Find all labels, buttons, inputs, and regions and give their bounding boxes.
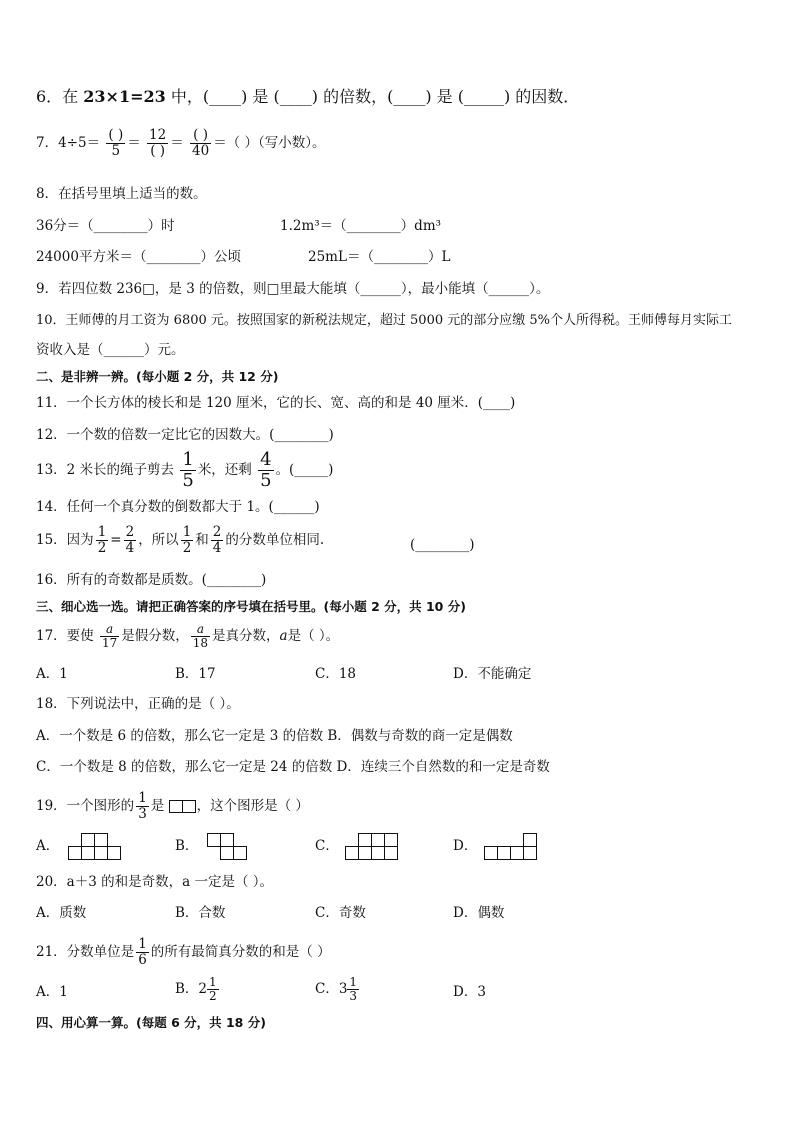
q6-expr: 23×1=23 <box>83 87 166 106</box>
q19-option-d <box>453 836 477 856</box>
q21-opt-c-whole: C．3 <box>315 981 348 998</box>
q21-opt-b-fraction <box>207 976 219 1003</box>
q21-opt-c-num: 1 <box>349 975 358 989</box>
q15-a: 15．因为 <box>36 531 94 548</box>
q19-opt-a-label: A． <box>36 838 60 854</box>
q21-opt-c-den: 3 <box>349 989 358 1004</box>
two-squares-figure <box>169 800 197 813</box>
q20-option-a: A．质数 <box>36 905 87 921</box>
q17-e: 是（ ）。 <box>287 628 340 645</box>
q15-eq: = <box>110 531 122 548</box>
q21-opt-b-whole: B．2 <box>175 981 208 998</box>
q19-b: 是 <box>150 797 165 814</box>
q20-option-b: B．合数 <box>175 905 226 921</box>
q13-c: 。(_____) <box>275 461 334 478</box>
q8-item-c: 24000平方米＝（________）公顷 <box>36 249 241 265</box>
q21-option-c <box>315 976 361 1003</box>
q17-b: 是假分数， <box>121 628 189 645</box>
question-6 <box>36 87 579 107</box>
q19-num: 1 <box>138 790 147 806</box>
q8-item-a: 36分＝（________）时 <box>36 218 175 234</box>
q18-options-row2: C．一个数是 8 的倍数，那么它一定是 24 的倍数 D．连续三个自然数的和一定是奇数 <box>36 759 550 775</box>
q18-options-row1: A．一个数是 6 的倍数，那么它一定是 3 的倍数 B．偶数与奇数的商一定是偶数 <box>36 728 513 744</box>
q19-figure-a <box>68 832 124 860</box>
section-2-heading: 二、是非辨一辨。(每小题 2 分，共 12 分) <box>36 369 279 384</box>
q13-fraction-1 <box>180 450 195 491</box>
q7-fraction-2 <box>147 128 168 159</box>
question-10-line1: 10．王师傅的月工资为 6800 元。按照国家的新税法规定，超过 5000 元的部分应缴 5%个人所得税。王师傅每月实际工 <box>36 313 732 328</box>
q17-n1: a <box>100 623 119 637</box>
q17-fraction-1 <box>100 623 119 650</box>
q19-option-b <box>175 836 198 856</box>
q17-option-b: B．17 <box>175 666 216 682</box>
q20-option-d: D．偶数 <box>453 905 505 921</box>
q15-fraction-2 <box>124 525 137 556</box>
question-15 <box>36 525 324 556</box>
q21-den: 6 <box>138 951 147 968</box>
q19-opt-d-label: D． <box>453 838 478 854</box>
q13-f2-num: 4 <box>260 449 272 470</box>
q7-f1-den: 5 <box>111 142 121 159</box>
q15-fraction-1 <box>96 525 109 556</box>
question-10-line2: 资收入是（______）元。 <box>36 342 185 358</box>
q17-fraction-2 <box>191 623 210 650</box>
q15-fraction-3 <box>181 525 194 556</box>
q21-opt-b-den: 2 <box>209 989 217 1004</box>
q21-num: 1 <box>138 936 147 952</box>
q8-item-d: 25mL＝（________）L <box>308 249 451 265</box>
q7-eq-2: ＝ <box>170 134 184 151</box>
q19-figure-d <box>484 832 540 860</box>
q19-figure-c <box>345 832 401 860</box>
q17-a: 17．要使 <box>36 628 98 645</box>
q7-fraction-3 <box>190 128 211 159</box>
question-21 <box>36 937 331 968</box>
question-14: 14．任何一个真分数的倒数都大于 1。(______) <box>36 499 320 515</box>
q7-f2-den: ( ) <box>150 142 166 159</box>
question-8-title: 8．在括号里填上适当的数。 <box>36 186 207 202</box>
question-12: 12．一个数的倍数一定比它的因数大。(________) <box>36 427 334 443</box>
q19-figure-b <box>207 832 251 860</box>
question-13 <box>36 450 333 491</box>
question-18: 18．下列说法中，正确的是（ ）。 <box>36 696 240 712</box>
q21-fraction <box>136 937 149 968</box>
question-19 <box>36 791 309 822</box>
q15-e: 的分数单位相同. <box>225 531 325 548</box>
q21-option-b <box>175 976 221 1003</box>
q7-f3-num: ( ) <box>190 128 211 144</box>
q7-fraction-1 <box>106 128 125 159</box>
q17-d1: 17 <box>101 636 118 651</box>
q15-b: ，所以 <box>138 531 179 548</box>
q15-c: 和 <box>195 531 209 548</box>
q21-b: 的所有最简真分数的和是（ ） <box>150 943 331 960</box>
q15-d1: 2 <box>97 539 107 556</box>
q19-opt-b-label: B． <box>175 838 199 854</box>
q19-den: 3 <box>138 805 147 822</box>
q15-d4: 4 <box>212 539 222 556</box>
q17-n2: a <box>191 623 210 637</box>
question-7 <box>36 128 325 159</box>
q17-d2: 18 <box>192 636 209 651</box>
q13-a: 13．2 米长的绳子剪去 <box>36 461 179 478</box>
question-20: 20．a＋3 的和是奇数，a 一定是（ ）。 <box>36 874 273 890</box>
q21-opt-c-fraction <box>347 976 359 1003</box>
q15-n3: 1 <box>182 524 192 540</box>
q15-blank: (________) <box>410 537 475 553</box>
q13-f1-num: 1 <box>182 449 194 470</box>
q19-option-c <box>315 836 339 856</box>
q21-a: 21．分数单位是 <box>36 943 135 960</box>
q7-f3-den: 40 <box>192 142 210 159</box>
q7-f1-num: ( ) <box>108 127 124 143</box>
q15-n2: 2 <box>125 524 135 540</box>
q7-eq: ＝ <box>127 134 141 151</box>
q17-c: 是真分数， <box>212 628 280 645</box>
section-3-heading: 三、细心选一选。请把正确答案的序号填在括号里。(每小题 2 分，共 10 分) <box>36 599 466 614</box>
q21-opt-b-num: 1 <box>209 975 217 989</box>
q21-option-d: D．3 <box>453 984 486 1000</box>
q19-a: 19．一个图形的 <box>36 797 135 814</box>
q19-fraction <box>136 791 149 822</box>
q7-suffix: ＝（ ）（写小数）。 <box>213 134 326 151</box>
q21-option-a: A．1 <box>36 984 68 1000</box>
q17-var: a <box>279 628 288 645</box>
q7-f2-num: 12 <box>149 127 167 143</box>
q15-n1: 1 <box>97 524 107 540</box>
q15-n4: 2 <box>212 524 222 540</box>
q17-option-a: A．1 <box>36 666 68 682</box>
q15-fraction-4 <box>211 525 224 556</box>
q7-prefix: 7．4÷5＝ <box>36 134 101 151</box>
q6-rest: 中，(____) 是 (____) 的倍数，(____) 是 (_____) 的因数． <box>165 87 580 106</box>
q13-fraction-2 <box>258 450 273 491</box>
q19-opt-c-label: C． <box>315 838 339 854</box>
question-17 <box>36 623 339 650</box>
q19-c: ，这个图形是（ ） <box>196 797 309 814</box>
q15-d2: 4 <box>125 539 135 556</box>
q19-option-a <box>36 836 59 856</box>
question-16: 16．所有的奇数都是质数。(________) <box>36 572 267 588</box>
q13-b: 米，还剩 <box>197 461 257 478</box>
q6-text: 6．在 <box>36 87 84 106</box>
q15-d3: 2 <box>182 539 192 556</box>
q17-option-c: C．18 <box>315 666 357 682</box>
section-4-heading: 四、用心算一算。(每题 6 分，共 18 分) <box>36 1015 266 1030</box>
question-9: 9．若四位数 236□，是 3 的倍数，则□里最大能填（______），最小能填（______）。 <box>36 281 550 297</box>
q13-f2-den: 5 <box>260 469 272 491</box>
q20-option-c: C．奇数 <box>315 905 366 921</box>
q17-option-d: D．不能确定 <box>453 666 532 682</box>
q8-item-b: 1.2m³＝（________）dm³ <box>280 218 442 234</box>
q13-f1-den: 5 <box>182 469 194 491</box>
question-11: 11．一个长方体的棱长和是 120 厘米，它的长、宽、高的和是 40 厘米．(____) <box>36 395 516 411</box>
